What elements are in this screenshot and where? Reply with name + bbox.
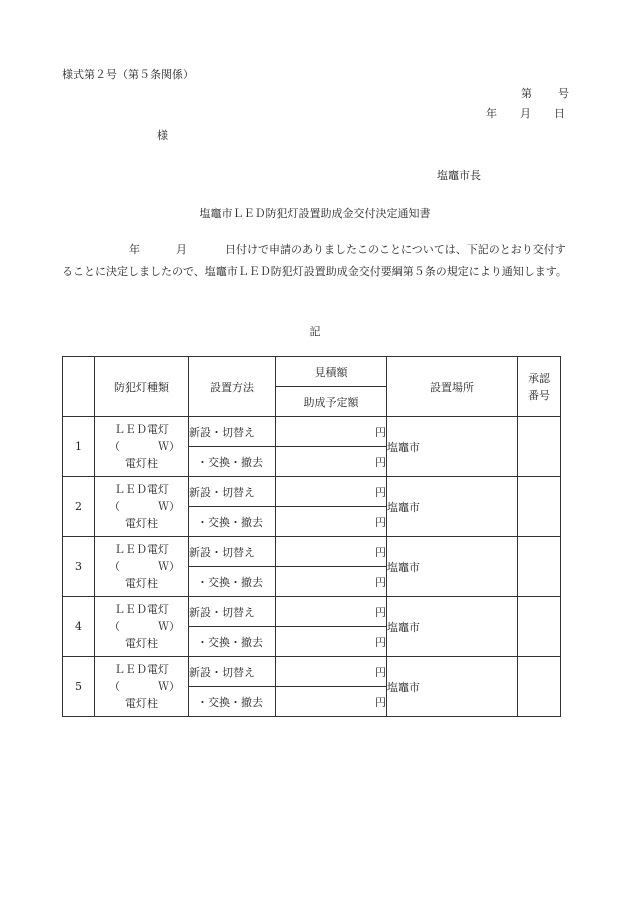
pole-label: 電灯柱	[125, 457, 158, 470]
header-approval-line1: 承認	[528, 371, 550, 385]
date-month-label: 月	[520, 107, 531, 120]
location-cell: 塩竈市	[387, 537, 518, 597]
row-number: 5	[63, 657, 95, 717]
wattage-line	[95, 678, 188, 695]
method-option-exchange-remove: ・交換・撤去	[189, 567, 276, 597]
led-light-label: ＬＥＤ電灯	[114, 423, 169, 436]
pole-label: 電灯柱	[125, 517, 158, 530]
method-option-new-switch: 新設・切替え	[189, 657, 276, 687]
form-label: 様式第２号（第５条関係）	[62, 68, 194, 81]
header-approval-number	[518, 357, 561, 417]
subsidy-amount-cell: 円	[276, 507, 387, 537]
row-number: 3	[63, 537, 95, 597]
light-type-cell	[95, 477, 189, 537]
light-type-cell	[95, 597, 189, 657]
wattage-unit: Ｗ）	[158, 620, 180, 633]
table-row	[63, 477, 561, 507]
pole-label: 電灯柱	[125, 697, 158, 710]
led-light-label: ＬＥＤ電灯	[114, 483, 169, 496]
approval-number-cell	[518, 417, 561, 477]
approval-number-cell	[518, 597, 561, 657]
header-approval-line2: 番号	[528, 388, 550, 402]
table-row	[63, 657, 561, 687]
estimate-amount-cell: 円	[276, 537, 387, 567]
header-method: 設置方法	[189, 357, 276, 417]
subsidy-amount-cell: 円	[276, 447, 387, 477]
body-month-label: 月	[176, 243, 187, 256]
row-number: 1	[63, 417, 95, 477]
wattage-paren-open: （	[109, 620, 120, 633]
approval-number-cell	[518, 477, 561, 537]
number-label-go: 号	[558, 87, 569, 100]
subsidy-amount-cell: 円	[276, 687, 387, 717]
led-light-label: ＬＥＤ電灯	[114, 663, 169, 676]
body-paragraph	[62, 239, 568, 283]
method-option-exchange-remove: ・交換・撤去	[189, 507, 276, 537]
method-option-new-switch: 新設・切替え	[189, 477, 276, 507]
location-cell: 塩竈市	[387, 417, 518, 477]
date-day-label: 日	[554, 107, 565, 120]
method-option-exchange-remove: ・交換・撤去	[189, 447, 276, 477]
method-option-exchange-remove: ・交換・撤去	[189, 687, 276, 717]
estimate-amount-cell: 円	[276, 657, 387, 687]
location-cell: 塩竈市	[387, 657, 518, 717]
wattage-unit: Ｗ）	[158, 440, 180, 453]
wattage-unit: Ｗ）	[158, 500, 180, 513]
wattage-line	[95, 618, 188, 635]
wattage-line	[95, 498, 188, 515]
wattage-paren-open: （	[109, 680, 120, 693]
light-type-cell	[95, 657, 189, 717]
body-text: 日付けで申請のありましたこのことについては、下記のとおり交付することに決定しましたので、塩竈市ＬＥＤ防犯灯設置助成金交付要綱第５条の規定により通知します。	[62, 243, 567, 278]
header-estimate: 見積額	[276, 357, 387, 387]
pole-label: 電灯柱	[125, 637, 158, 650]
approval-number-cell	[518, 657, 561, 717]
wattage-paren-open: （	[109, 440, 120, 453]
approval-number-cell	[518, 537, 561, 597]
addressee-suffix: 様	[157, 129, 168, 142]
light-type-cell	[95, 537, 189, 597]
wattage-paren-open: （	[109, 560, 120, 573]
header-subsidy: 助成予定額	[276, 387, 387, 417]
led-light-label: ＬＥＤ電灯	[114, 603, 169, 616]
method-option-new-switch: 新設・切替え	[189, 597, 276, 627]
location-cell: 塩竈市	[387, 597, 518, 657]
method-option-exchange-remove: ・交換・撤去	[189, 627, 276, 657]
ki-heading: 記	[309, 325, 321, 338]
wattage-unit: Ｗ）	[158, 560, 180, 573]
light-type-cell	[95, 417, 189, 477]
number-label-dai: 第	[521, 87, 532, 100]
table-row	[63, 537, 561, 567]
body-year-label: 年	[129, 243, 140, 256]
header-location: 設置場所	[387, 357, 518, 417]
document-number-line	[521, 85, 569, 101]
header-number	[63, 357, 95, 417]
table-row	[63, 597, 561, 627]
table-row	[63, 417, 561, 447]
subsidy-amount-cell: 円	[276, 627, 387, 657]
estimate-amount-cell: 円	[276, 597, 387, 627]
wattage-line	[95, 558, 188, 575]
led-light-label: ＬＥＤ電灯	[114, 543, 169, 556]
wattage-line	[95, 438, 188, 455]
pole-label: 電灯柱	[125, 577, 158, 590]
issuer-name: 塩竈市長	[437, 169, 481, 182]
location-cell: 塩竈市	[387, 477, 518, 537]
method-option-new-switch: 新設・切替え	[189, 537, 276, 567]
wattage-paren-open: （	[109, 500, 120, 513]
method-option-new-switch: 新設・切替え	[189, 417, 276, 447]
estimate-amount-cell: 円	[276, 417, 387, 447]
date-year-label: 年	[486, 107, 497, 120]
row-number: 4	[63, 597, 95, 657]
document-title: 塩竈市ＬＥＤ防犯灯設置助成金交付決定通知書	[199, 207, 431, 220]
issue-date-line	[486, 105, 565, 121]
row-number: 2	[63, 477, 95, 537]
subsidy-table	[62, 356, 561, 717]
estimate-amount-cell: 円	[276, 477, 387, 507]
wattage-unit: Ｗ）	[158, 680, 180, 693]
subsidy-amount-cell: 円	[276, 567, 387, 597]
table-body	[63, 417, 561, 717]
header-type: 防犯灯種類	[95, 357, 189, 417]
